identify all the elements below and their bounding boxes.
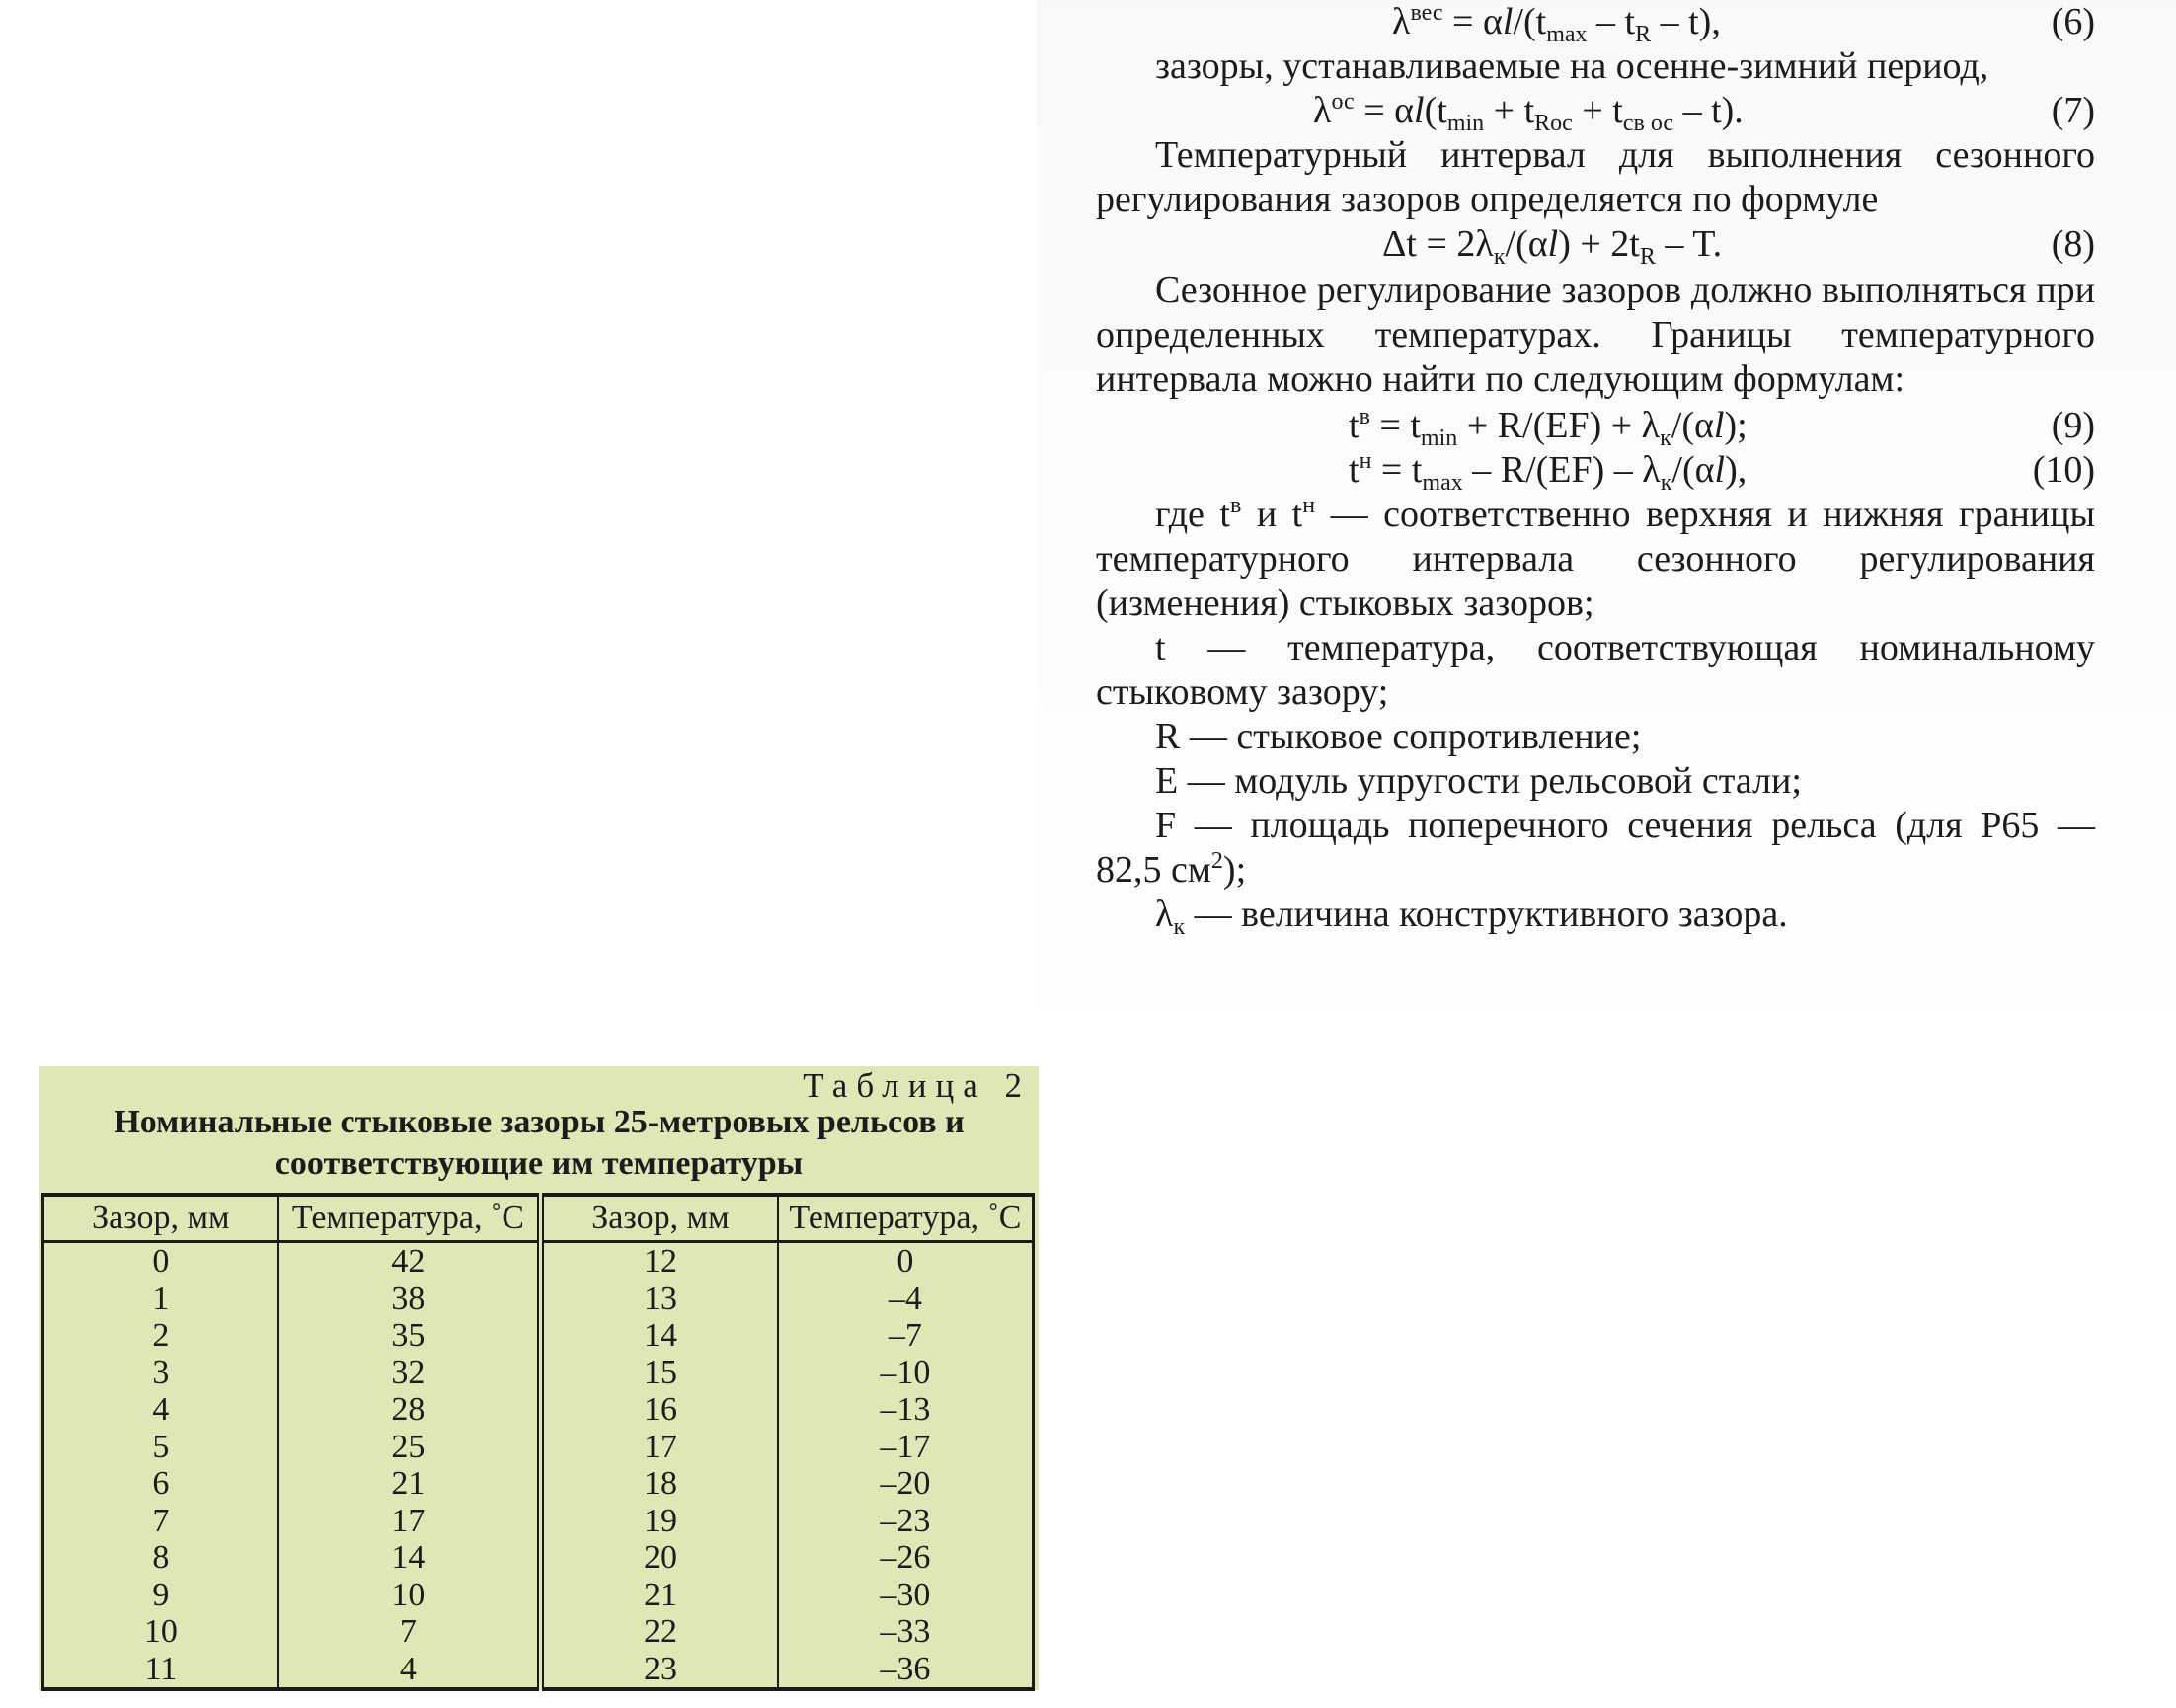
cell-temperature-2: –23 (880, 1502, 931, 1539)
formula-7-expression: $\lambda^{ос} = \alpha l(t_{min} + t_{Roc} + t_{св ос} - t)$. (1313, 89, 1744, 136)
cell-gap-2: 17 (541, 1429, 778, 1466)
cell-temperature-2: –10 (880, 1354, 931, 1391)
gap-temperature-table (41, 1193, 1035, 1691)
table-row (43, 1651, 1034, 1690)
cell-gap-1: 9 (43, 1577, 278, 1614)
formula-6-number: (6) (2051, 1, 2095, 42)
cell-gap-2: 14 (541, 1317, 778, 1355)
cell-gap-2: 16 (541, 1391, 778, 1429)
cell-temperature-2: –30 (880, 1576, 931, 1613)
paragraph-where: где $t^в$ и $t^н$ — соответственно верхняя и нижняя границы температурного интервала сезонного регулирования (изменения) стыковых зазоров; (1096, 493, 2095, 624)
cell-gap-1: 7 (43, 1503, 278, 1540)
cell-gap-1: 11 (43, 1651, 278, 1690)
table-title: Номинальные стыковые зазоры 25-метровых рельсов и соответствующие им температуры (114, 1104, 965, 1182)
cell-temperature-1: 7 (278, 1613, 541, 1651)
cell-temperature-1: 28 (278, 1391, 541, 1429)
cell-temperature-1: 21 (278, 1465, 541, 1503)
cell-gap-2: 12 (541, 1242, 778, 1281)
formula-8-number: (8) (2051, 223, 2095, 265)
cell-gap-2: 21 (541, 1577, 778, 1614)
cell-temperature-1: 35 (278, 1317, 541, 1355)
table-row (43, 1242, 1034, 1281)
table-number: Таблица 2 (803, 1066, 1031, 1105)
formula-9-number: (9) (2051, 405, 2095, 446)
formula-10-number: (10) (2032, 449, 2095, 491)
table-row (43, 1613, 1034, 1651)
header-temperature-2: Температура, ˚С (778, 1195, 1034, 1242)
cell-gap-1: 10 (43, 1613, 278, 1651)
cell-gap-1: 5 (43, 1429, 278, 1466)
cell-temperature-1: 42 (278, 1242, 541, 1281)
table-row (43, 1429, 1034, 1466)
table-row (43, 1539, 1034, 1577)
cell-temperature-2: –4 (888, 1280, 922, 1317)
cell-gap-2: 22 (541, 1613, 778, 1651)
cell-temperature-2: –36 (880, 1650, 931, 1687)
paragraph-interval: Температурный интервал для выполнения сезонного регулирования зазоров определяется по формуле (1096, 134, 2095, 220)
cell-temperature-1: 10 (278, 1577, 541, 1614)
cell-gap-1: 8 (43, 1539, 278, 1577)
formula-10 (1096, 448, 2095, 496)
formula-6-expression: $\lambda^{вес} = \alpha l/(t_{max} - t_R - t)$, (1392, 0, 1721, 47)
cell-temperature-2: 0 (896, 1243, 914, 1281)
cell-temperature-1: 32 (278, 1355, 541, 1392)
cell-temperature-2: –20 (880, 1465, 931, 1503)
header-gap-1: Зазор, мм (43, 1195, 278, 1242)
cell-gap-1: 6 (43, 1465, 278, 1503)
cell-temperature-2: –33 (880, 1613, 931, 1651)
table-row (43, 1317, 1034, 1355)
paragraph-t-definition: t — температура, соответствующая номинальному стыковому зазору; (1096, 627, 2095, 713)
formula-8-expression: $\Delta t = 2\lambda_к/(\alpha l) + 2t_R - T$. (1382, 223, 1723, 270)
cell-gap-1: 1 (43, 1281, 278, 1318)
cell-gap-1: 3 (43, 1355, 278, 1392)
cell-gap-2: 23 (541, 1651, 778, 1690)
cell-gap-2: 18 (541, 1465, 778, 1503)
cell-temperature-1: 14 (278, 1539, 541, 1577)
paragraph-f-definition: F — площадь поперечного сечения рельса (для Р65 — 82,5 $см^2$); (1096, 805, 2095, 891)
cell-gap-2: 19 (541, 1503, 778, 1540)
table-header-row (43, 1195, 1034, 1242)
cell-temperature-1: 17 (278, 1503, 541, 1540)
article-text-column (1096, 0, 2095, 940)
table-row (43, 1465, 1034, 1503)
cell-gap-2: 13 (541, 1281, 778, 1318)
formula-8 (1096, 222, 2095, 270)
cell-temperature-2: –26 (880, 1539, 931, 1577)
cell-temperature-2: –17 (880, 1428, 931, 1465)
table-row (43, 1503, 1034, 1540)
paragraph-lambda-definition: $\lambda_к$ — величина конструктивного зазора. (1155, 893, 1788, 940)
table-row (43, 1281, 1034, 1318)
formula-9 (1096, 404, 2095, 451)
cell-gap-2: 15 (541, 1355, 778, 1392)
paragraph-seasonal: Сезонное регулирование зазоров должно выполняться при определенных температурах. Границы температурного интервала можно найти по следующим формулам: (1096, 270, 2095, 400)
cell-gap-1: 0 (43, 1242, 278, 1281)
formula-10-expression: $t^н = t_{max} - R/(EF) - \lambda_к/(\alpha l)$, (1349, 448, 1748, 496)
cell-temperature-2: –7 (888, 1317, 922, 1355)
cell-temperature-1: 25 (278, 1429, 541, 1466)
table-row (43, 1391, 1034, 1429)
cell-gap-2: 20 (541, 1539, 778, 1577)
cell-temperature-1: 4 (278, 1651, 541, 1690)
paragraph-autumn: зазоры, устанавливаемые на осенне-зимний период, (1155, 45, 1989, 87)
table-row (43, 1355, 1034, 1392)
formula-6 (1096, 0, 2095, 47)
table-2-panel (39, 1066, 1039, 1690)
header-temperature-1: Температура, ˚С (278, 1195, 541, 1242)
cell-temperature-2: –13 (880, 1391, 931, 1429)
cell-temperature-1: 38 (278, 1281, 541, 1318)
table-row (43, 1577, 1034, 1614)
cell-gap-1: 4 (43, 1391, 278, 1429)
formula-9-expression: $t^в = t_{min} + R/(EF) + \lambda_к/(\alpha l)$; (1349, 404, 1748, 451)
header-gap-2: Зазор, мм (541, 1195, 778, 1242)
paragraph-r-definition: R — стыковое сопротивление; (1155, 716, 1642, 757)
paragraph-e-definition: E — модуль упругости рельсовой стали; (1155, 760, 1802, 802)
formula-7-number: (7) (2051, 90, 2095, 131)
formula-7 (1096, 89, 2095, 136)
cell-gap-1: 2 (43, 1317, 278, 1355)
